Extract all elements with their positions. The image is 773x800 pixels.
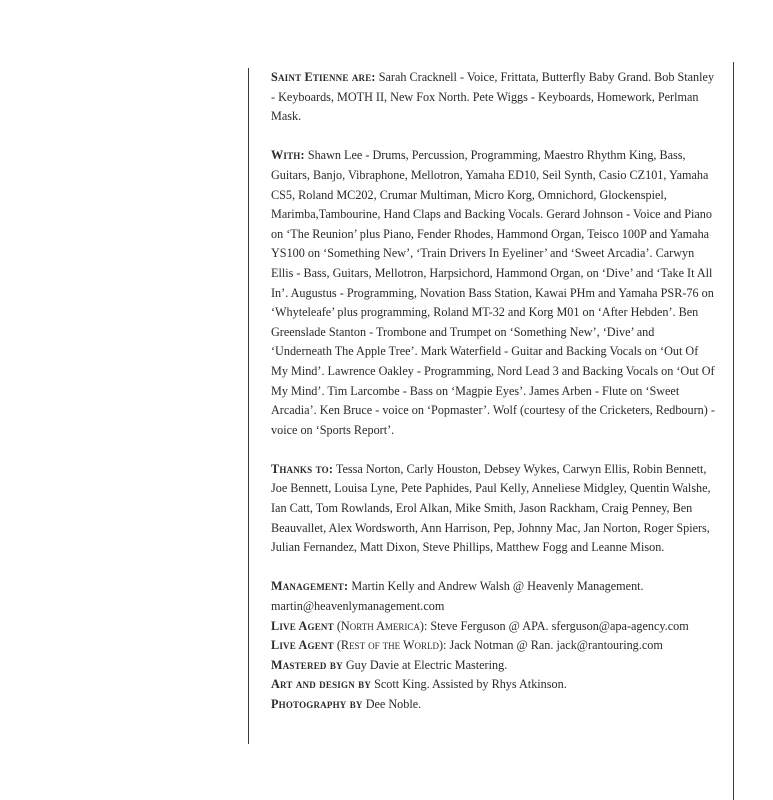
mastered-text: Guy Davie at Electric Mastering. xyxy=(342,657,508,672)
photography-heading: Photography by xyxy=(271,697,363,711)
thanks-paragraph xyxy=(271,460,716,558)
band-members-text: Sarah Cracknell - Voice, Frittata, Butterfly Baby Grand. Bob Stanley - Keyboards, MOTH II, New Fox North. Pete Wiggs - Keyboards, Homework, Perlman Mask. xyxy=(271,70,715,124)
guest-musicians-paragraph xyxy=(271,146,716,440)
art-design-heading: Art and design by xyxy=(271,677,372,692)
right-margin-rule xyxy=(733,62,734,800)
agent-north-america-region: (North America) xyxy=(333,618,424,633)
mastered-line xyxy=(271,656,716,676)
mastered-heading: Mastered by xyxy=(271,657,343,672)
guest-musicians-text: Shawn Lee - Drums, Percussion, Programming, Maestro Rhythm King, Bass, Guitars, Banjo, Vibraphone, Mellotron, Yamaha ED10, Seil Synth, Casio CZ101, Yamaha CS5, Roland MC202, Crumar Multiman, Micro Korg, Omnichord, Glockenspiel, Marimba,Tambourine, Hand Claps and Backing Vocals. Gerard Johnson - Voice and Piano on ‘The Reunion’ plus Piano, Fender Rhodes, Hammond Organ, Teisco 100P and Yamaha YS100 on ‘Something New’, ‘Train Drivers In Eyeliner’ and ‘Sweet Arcadia’. Carwyn Ellis - Bass, Guitars, Mellotron, Harpsichord, Hammond Organ, on ‘Dive’ and ‘Take It All In’. Augustus - Programming, Novation Bass Station, Kawai PHm and Yamaha PSR-76 on ‘Whyteleafe’ plus programming, Roland MT-32 and Korg M01 on ‘After Hebden’. Ben Greenslade Stanton - Trombone and Trumpet on ‘Something New’, ‘Dive’ and ‘Underneath The Apple Tree’. Mark Waterfield - Guitar and Backing Vocals on ‘Out Of My Mind’. Lawrence Oakley - Programming, Nord Lead 3 and Backing Vocals on ‘Out Of My Mind’. Tim Larcombe - Bass on ‘Magpie Eyes’. James Arben - Flute on ‘Sweet Arcadia’. Ken Bruce - voice on ‘Popmaster’. Wolf (courtesy of the Cricketers, Redbourn) - voice on ‘Sports Report’. xyxy=(271,148,715,437)
management-heading: Management: xyxy=(271,579,349,594)
agent-rest-of-world-heading: Live Agent xyxy=(271,638,334,653)
agent-north-america-line xyxy=(271,617,716,637)
thanks-text: Tessa Norton, Carly Houston, Debsey Wykes, Carwyn Ellis, Robin Bennett, Joe Bennett, Louisa Lyne, Pete Paphides, Paul Kelly, Anneliese Midgley, Quentin Walshe, Ian Catt, Tom Rowlands, Erol Alkan, Mike Smith, Jason Rackham, Craig Penney, Ben Beauvallet, Alex Wordsworth, Ann Harrison, Pep, Johnny Mac, Jan Norton, Roger Spiers, Julian Fernandez, Matt Dixon, Steve Phillips, Matthew Fogg and Leanne Mison. xyxy=(271,461,711,555)
thanks-heading: Thanks to: xyxy=(271,461,334,476)
agent-rest-of-world-line xyxy=(271,636,716,656)
guest-musicians-heading: With: xyxy=(271,148,305,163)
band-members-paragraph xyxy=(271,68,716,127)
agent-north-america-heading: Live Agent xyxy=(271,618,334,633)
art-design-line xyxy=(271,675,716,695)
photography-text: Dee Noble. xyxy=(362,697,422,711)
photography-line xyxy=(271,695,716,715)
left-margin-rule xyxy=(248,68,249,744)
art-design-text: Scott King. Assisted by Rhys Atkinson. xyxy=(371,677,567,692)
management-paragraph xyxy=(271,577,716,616)
agent-north-america-text: : Steve Ferguson @ APA. sferguson@apa-agency.com xyxy=(423,618,689,633)
liner-notes-credits xyxy=(271,68,716,715)
band-members-heading: Saint Etienne are: xyxy=(271,70,376,84)
management-text: Martin Kelly and Andrew Walsh @ Heavenly Management. xyxy=(348,579,644,594)
agent-rest-of-world-text: : Jack Notman @ Ran. jack@rantouring.com xyxy=(443,638,663,653)
agent-rest-of-world-region: (Rest of the World) xyxy=(333,638,444,653)
management-email: martin@heavenlymanagement.com xyxy=(271,599,445,614)
